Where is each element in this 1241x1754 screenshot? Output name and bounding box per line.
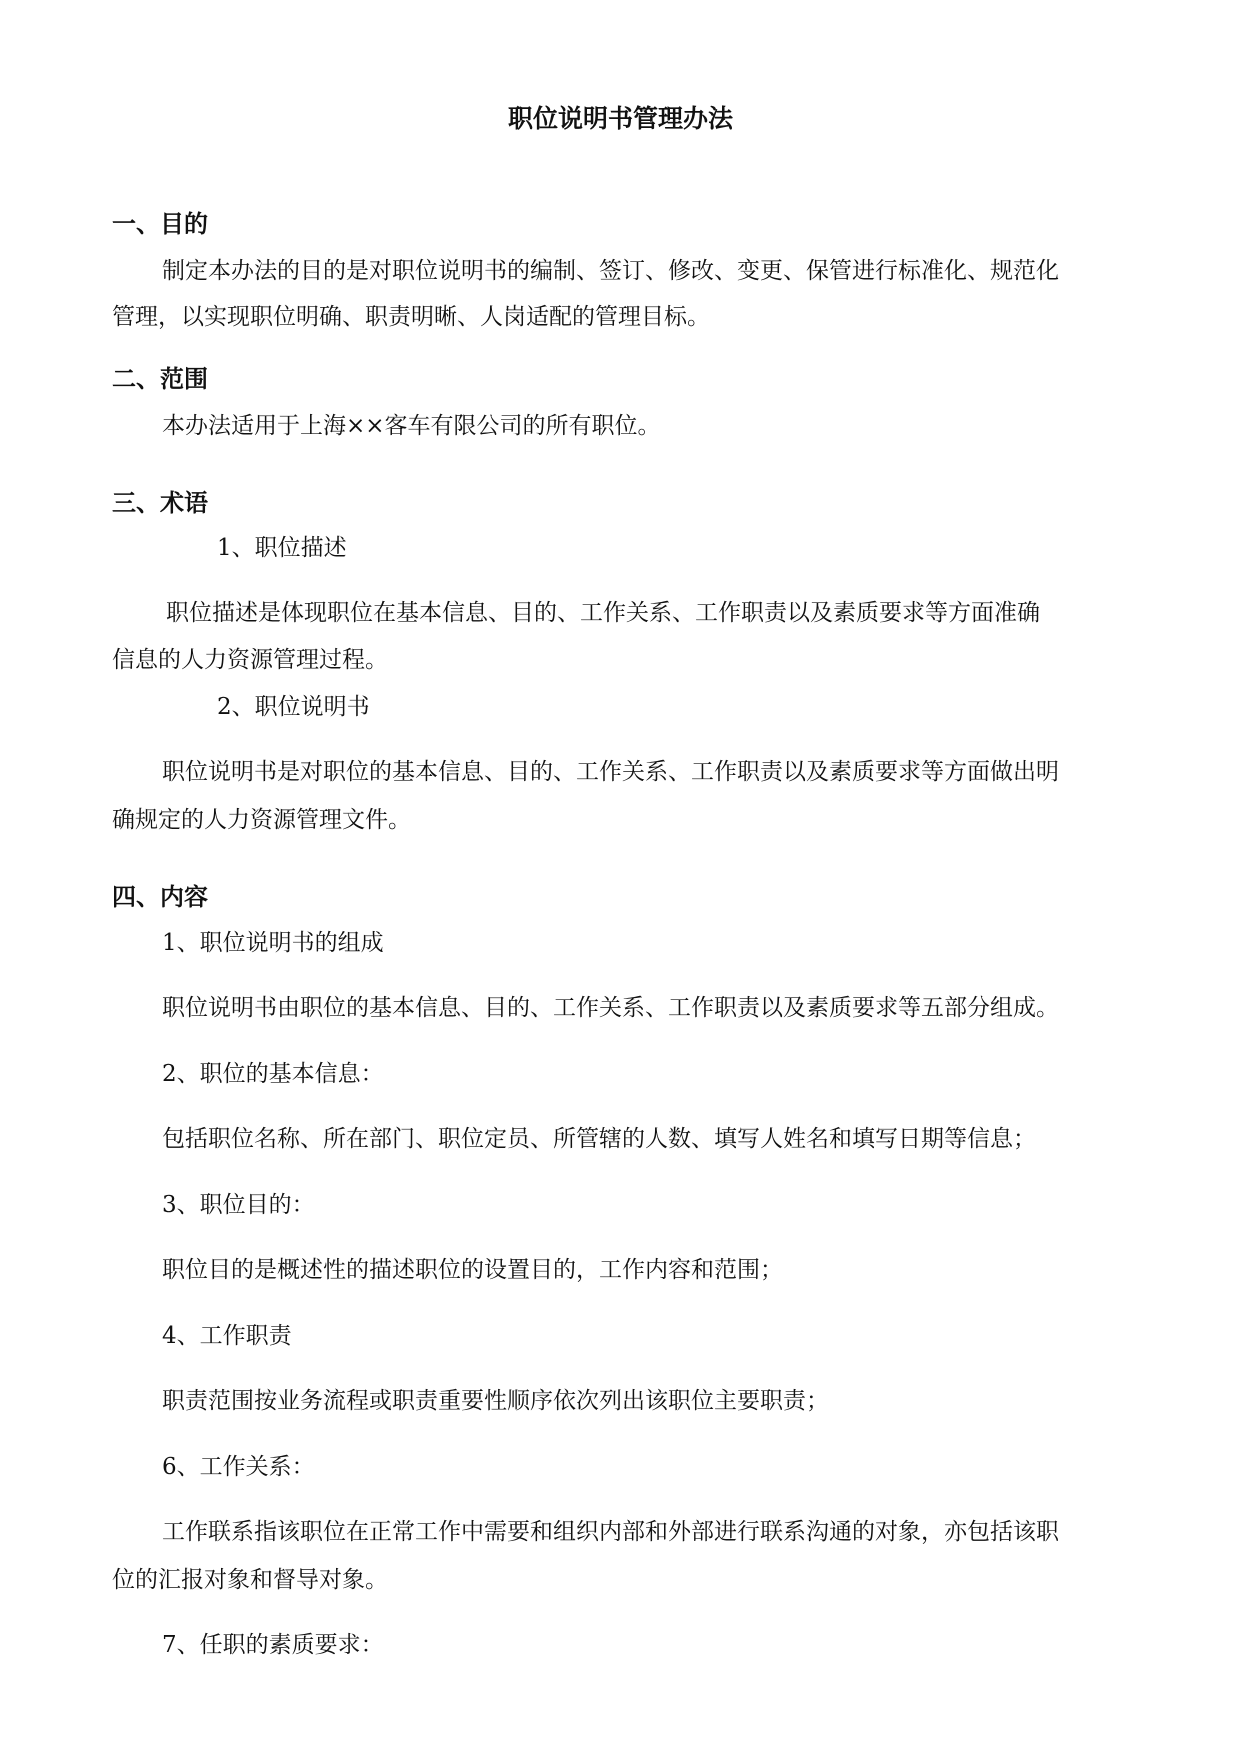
section-heading-content: 四、内容 [112,883,208,911]
content-item4-label: 4、工作职责 [162,1323,292,1349]
content-item6-line2: 位的汇报对象和督导对象。 [112,1567,388,1593]
content-item2-text: 包括职位名称、所在部门、职位定员、所管辖的人数、填写人姓名和填写日期等信息； [162,1126,1036,1152]
content-item6-line1: 工作联系指该职位在正常工作中需要和组织内部和外部进行联系沟通的对象，亦包括该职 [162,1519,1059,1545]
terms-item1-line1: 职位描述是体现职位在基本信息、目的、工作关系、工作职责以及素质要求等方面准确 [166,600,1040,626]
section-heading-purpose: 一、目的 [112,210,208,238]
terms-item2-label: 2、职位说明书 [217,694,370,720]
content-item3-label: 3、职位目的： [162,1192,315,1218]
terms-item1-label: 1、职位描述 [217,535,347,561]
section-heading-scope: 二、范围 [112,365,208,393]
terms-item2-line2: 确规定的人力资源管理文件。 [112,807,411,833]
content-item4-text: 职责范围按业务流程或职责重要性顺序依次列出该职位主要职责； [162,1388,829,1414]
content-item3-text: 职位目的是概述性的描述职位的设置目的，工作内容和范围； [162,1257,783,1283]
terms-item1-line2: 信息的人力资源管理过程。 [112,647,388,673]
content-item1-label: 1、职位说明书的组成 [162,930,384,956]
purpose-paragraph-line2: 管理，以实现职位明确、职责明晰、人岗适配的管理目标。 [112,304,710,330]
section-heading-terms: 三、术语 [112,489,208,517]
content-item2-label: 2、职位的基本信息： [162,1061,384,1087]
scope-paragraph: 本办法适用于上海××客车有限公司的所有职位。 [162,413,661,439]
document-title: 职位说明书管理办法 [507,104,733,133]
content-item1-text: 职位说明书由职位的基本信息、目的、工作关系、工作职责以及素质要求等五部分组成。 [162,995,1059,1021]
purpose-paragraph-line1: 制定本办法的目的是对职位说明书的编制、签订、修改、变更、保管进行标准化、规范化 [162,258,1059,284]
content-item7-label: 7、任职的素质要求： [162,1632,384,1658]
content-item6-label: 6、工作关系： [162,1454,315,1480]
terms-item2-line1: 职位说明书是对职位的基本信息、目的、工作关系、工作职责以及素质要求等方面做出明 [162,759,1059,785]
